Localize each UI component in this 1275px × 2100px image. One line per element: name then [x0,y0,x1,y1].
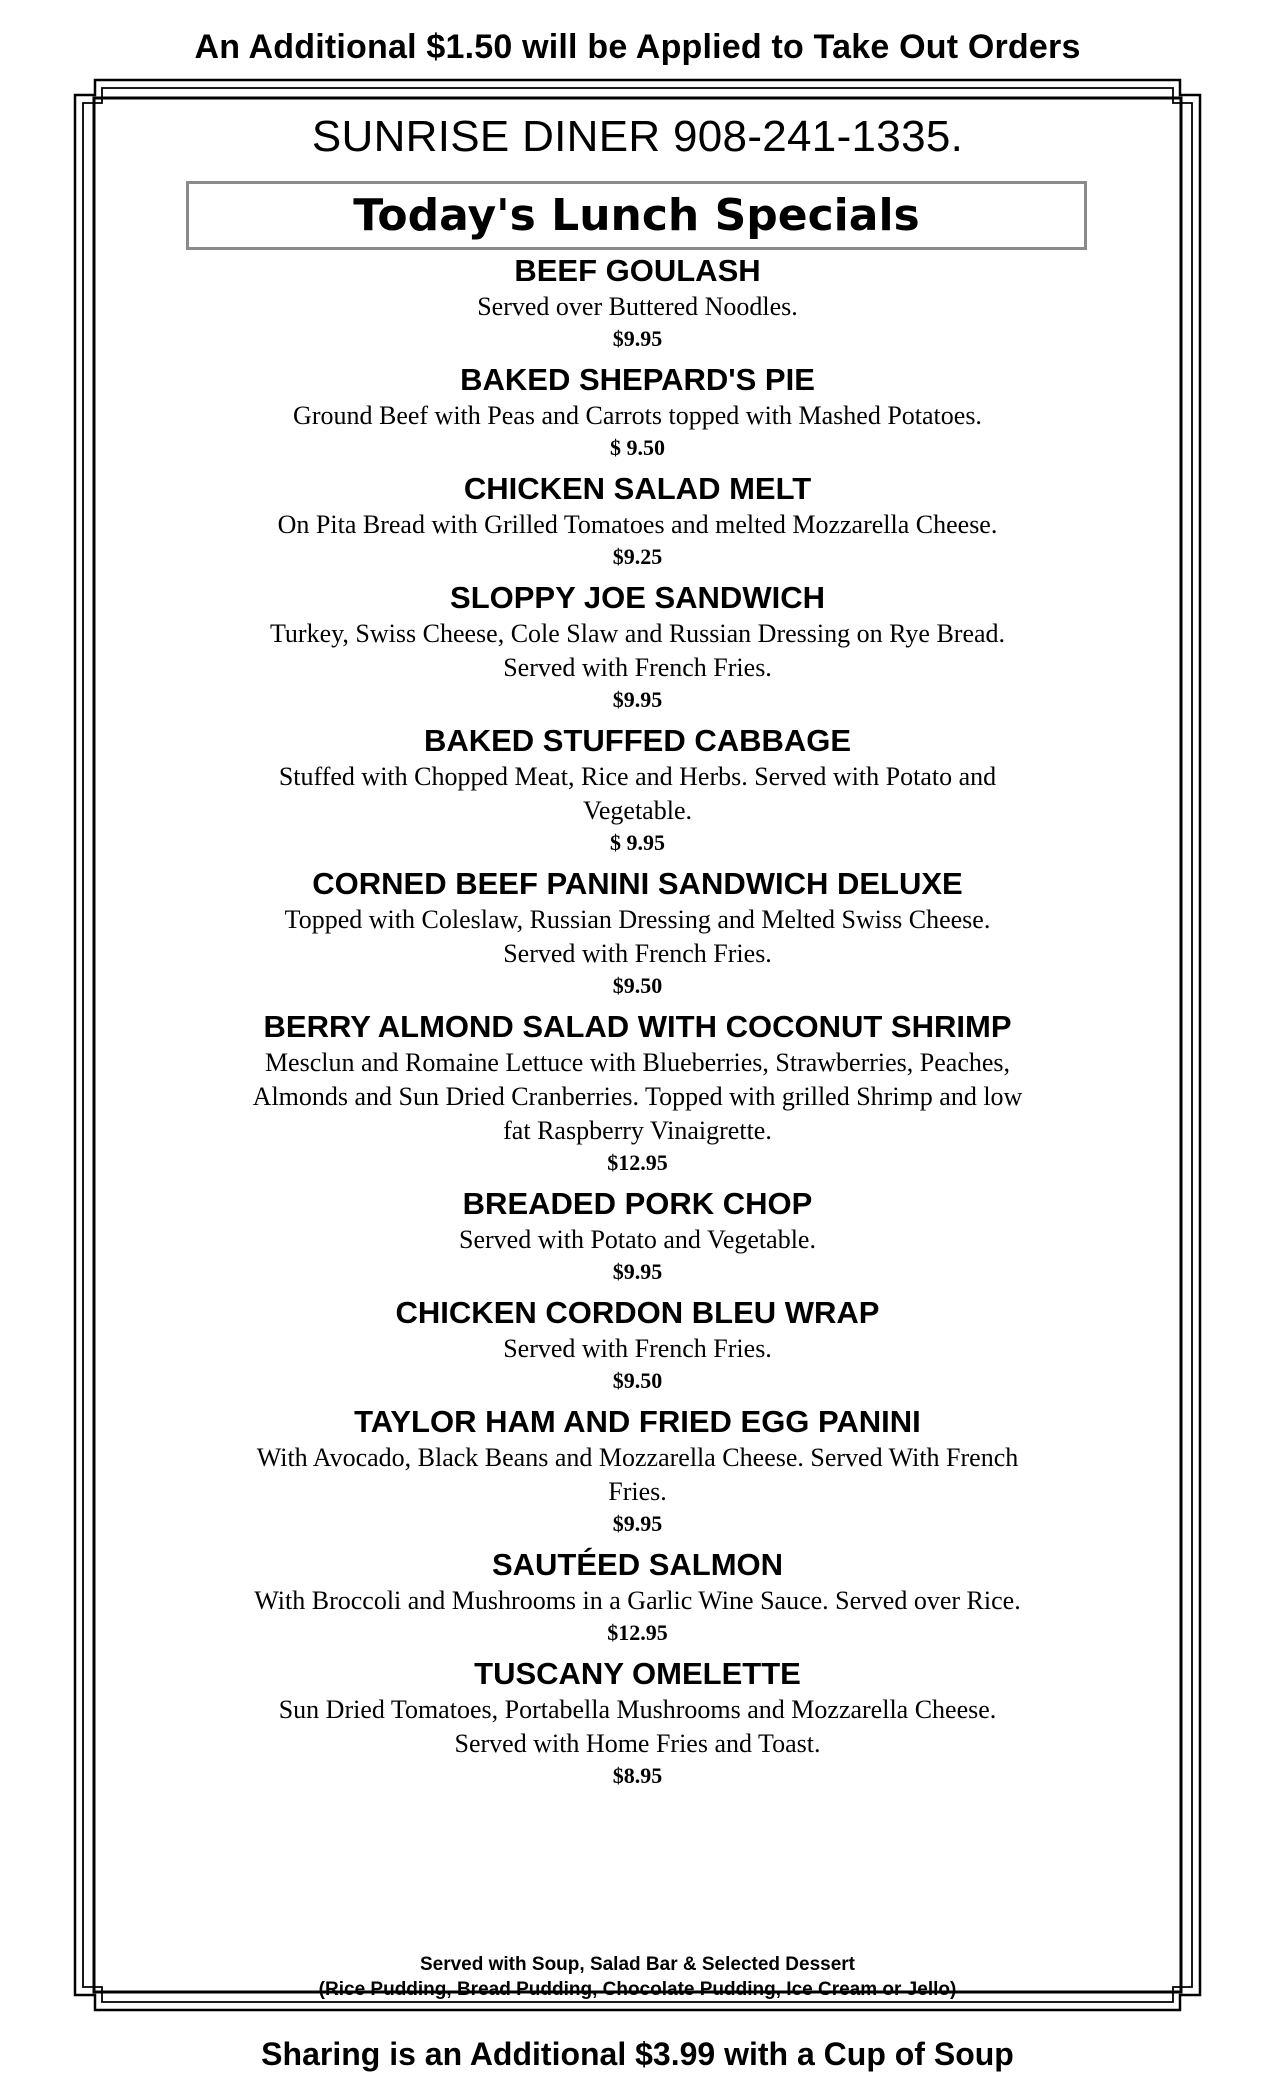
served-with-line: Served with Soup, Salad Bar & Selected Dessert [419,1954,856,1975]
item-name: SAUTÉED SALMON [491,1547,784,1582]
item-name: TAYLOR HAM AND FRIED EGG PANINI [354,1404,921,1439]
menu-item [190,361,1085,463]
item-description: With Avocado, Black Beans and Mozzarella Cheese. Served With French [256,1443,1019,1472]
diner-name-phone: SUNRISE DINER 908-241-1335. [311,112,964,161]
item-name: BERRY ALMOND SALAD WITH COCONUT SHRIMP [263,1009,1012,1044]
item-name: SLOPPY JOE SANDWICH [450,580,825,615]
item-description: Mesclun and Romaine Lettuce with Blueberries, Strawberries, Peaches, [264,1048,1011,1077]
item-name: TUSCANY OMELETTE [474,1656,801,1691]
menu-item [190,1294,1085,1396]
item-price: $9.95 [612,687,663,712]
item-price: $9.25 [612,544,663,569]
item-description: Served with French Fries. [503,939,772,968]
item-price: $ 9.95 [610,830,665,855]
item-description: fat Raspberry Vinaigrette. [503,1116,772,1145]
item-description: Sun Dried Tomatoes, Portabella Mushrooms and Mozzarella Cheese. [278,1695,997,1724]
item-description: On Pita Bread with Grilled Tomatoes and melted Mozzarella Cheese. [277,510,998,539]
specials-title: Today's Lunch Specials [353,190,920,241]
specials-title-box [186,181,1087,250]
item-name: BEEF GOULASH [514,253,761,288]
takeout-notice: An Additional $1.50 will be Applied to Take Out Orders [194,28,1081,66]
item-price: $9.95 [612,1259,663,1284]
item-description: Almonds and Sun Dried Cranberries. Topped with grilled Shrimp and low [252,1082,1023,1111]
item-description: Served with Home Fries and Toast. [454,1729,821,1758]
item-name: CHICKEN SALAD MELT [463,471,812,506]
item-description: Topped with Coleslaw, Russian Dressing and Melted Swiss Cheese. [284,905,991,934]
item-name: CHICKEN CORDON BLEU WRAP [395,1295,880,1330]
specials-menu [190,252,1085,1798]
menu-item [190,579,1085,715]
item-price: $8.95 [612,1763,663,1788]
item-description: Fries. [608,1477,667,1506]
menu-item [190,1403,1085,1539]
item-price: $12.95 [607,1150,668,1175]
item-price: $9.50 [612,973,663,998]
item-name: BAKED STUFFED CABBAGE [423,723,852,758]
item-price: $9.95 [612,326,663,351]
item-description: Vegetable. [582,796,692,825]
item-price: $ 9.50 [610,435,665,460]
item-description: Ground Beef with Peas and Carrots topped with Mashed Potatoes. [293,401,982,430]
item-description: Stuffed with Chopped Meat, Rice and Herbs. Served with Potato and [278,762,997,791]
menu-item [190,865,1085,1001]
item-price: $9.50 [612,1368,663,1393]
dessert-options-line: (Rice Pudding, Bread Pudding, Chocolate Pudding, Ice Cream or Jello) [318,1979,957,2000]
item-name: CORNED BEEF PANINI SANDWICH DELUXE [312,866,963,901]
item-name: BAKED SHEPARD'S PIE [460,362,815,397]
item-price: $9.95 [612,1511,663,1536]
menu-item [190,1546,1085,1648]
item-description: Served with French Fries. [503,653,772,682]
menu-item [190,1008,1085,1178]
menu-item [190,470,1085,572]
menu-item [190,1185,1085,1287]
menu-item [190,722,1085,858]
sharing-notice: Sharing is an Additional $3.99 with a Cup of Soup [261,2036,1014,2072]
item-name: BREADED PORK CHOP [462,1186,813,1221]
menu-item [190,1655,1085,1791]
served-with-note [0,1952,1275,2002]
menu-item [190,252,1085,354]
item-description: Served with French Fries. [503,1334,772,1363]
item-description: Served over Buttered Noodles. [477,292,798,321]
item-description: Turkey, Swiss Cheese, Cole Slaw and Russian Dressing on Rye Bread. [269,619,1006,648]
item-description: With Broccoli and Mushrooms in a Garlic Wine Sauce. Served over Rice. [254,1586,1021,1615]
item-price: $12.95 [607,1620,668,1645]
item-description: Served with Potato and Vegetable. [459,1225,816,1254]
